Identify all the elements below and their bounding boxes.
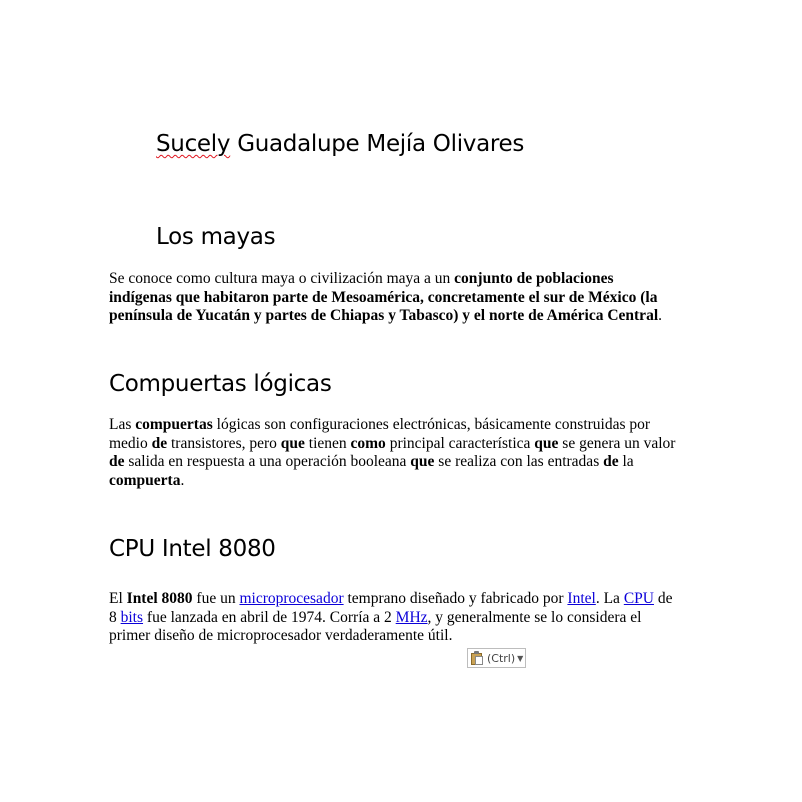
text-run: transistores, pero [167,434,281,452]
bold-text: indígenas que habitaron parte de Mesoamérica, concretamente el sur de México (la [109,288,658,306]
paste-options-label: (Ctrl) [487,651,516,665]
text-run: medio [109,434,152,452]
text-run: . [658,307,662,324]
text-run: tienen [304,434,351,452]
link-cpu[interactable]: CPU [623,590,654,607]
bold-text: que [534,434,559,452]
heading-compuertas: Compuertas lógicas [109,371,332,397]
text-run: Las [109,416,136,433]
text-run: Se conoce como cultura maya o civilización maya a un [109,270,455,287]
clipboard-icon [471,651,484,665]
text-run: 8 [109,608,121,626]
link-intel[interactable]: Intel [567,590,596,607]
bold-text: de [151,434,168,452]
bold-text: Intel 8080 [126,590,193,607]
paragraph-compuertas [109,416,709,490]
text-run: temprano diseñado y fabricado por [343,590,568,607]
text-line [109,416,709,435]
paste-options-button[interactable] [467,648,526,668]
text-run: de [653,590,673,607]
bold-text: que [410,453,435,470]
bold-text: compuertas [135,416,213,433]
bold-text: que [280,434,305,452]
paragraph-cpu [109,590,709,646]
text-line [109,270,709,289]
text-run: . La [595,590,624,607]
text-line [109,472,709,491]
text-line [109,289,709,308]
heading-los-mayas: Los mayas [156,224,276,250]
text-run: principal característica [385,434,535,452]
link-mhz[interactable]: MHz [395,608,428,626]
text-line [109,435,709,454]
text-run: fue lanzada en abril de 1974. Corría a 2 [143,608,396,626]
author-name [156,131,524,157]
link-bits[interactable]: bits [120,608,144,626]
text-run: se genera un valor [558,434,676,452]
heading-cpu-intel: CPU Intel 8080 [109,536,276,562]
text-line [109,453,709,472]
text-line: primer diseño de microprocesador verdaderamente útil. [109,627,453,644]
bold-text: compuerta [109,471,181,489]
text-line [109,609,709,628]
dropdown-arrow-icon: ▼ [517,653,524,663]
text-line [109,590,709,609]
text-run: El [109,590,127,607]
bold-text: conjunto de poblaciones [454,270,614,287]
text-run: lógicas son configuraciones electrónicas, básicamente construidas por [212,416,651,433]
author-name-rest: Guadalupe Mejía Olivares [230,131,525,157]
bold-text: como [350,434,386,452]
text-run: se realiza con las entradas [434,453,604,470]
paragraph-mayas [109,270,709,326]
text-run: fue un [192,590,240,607]
text-run: salida en respuesta a una operación booleana [124,453,411,470]
text-run: la [618,453,634,470]
text-line [109,307,709,326]
text-run: , y generalmente se lo considera el [427,608,642,626]
text-run: . [180,471,185,489]
misspelled-word: Sucely [156,131,231,157]
bold-text: península de Yucatán y partes de Chiapas y Tabasco) y el norte de América Central [109,307,659,324]
bold-text: de [603,453,619,470]
bold-text: de [109,453,125,470]
link-microprocesador[interactable]: microprocesador [239,590,344,607]
